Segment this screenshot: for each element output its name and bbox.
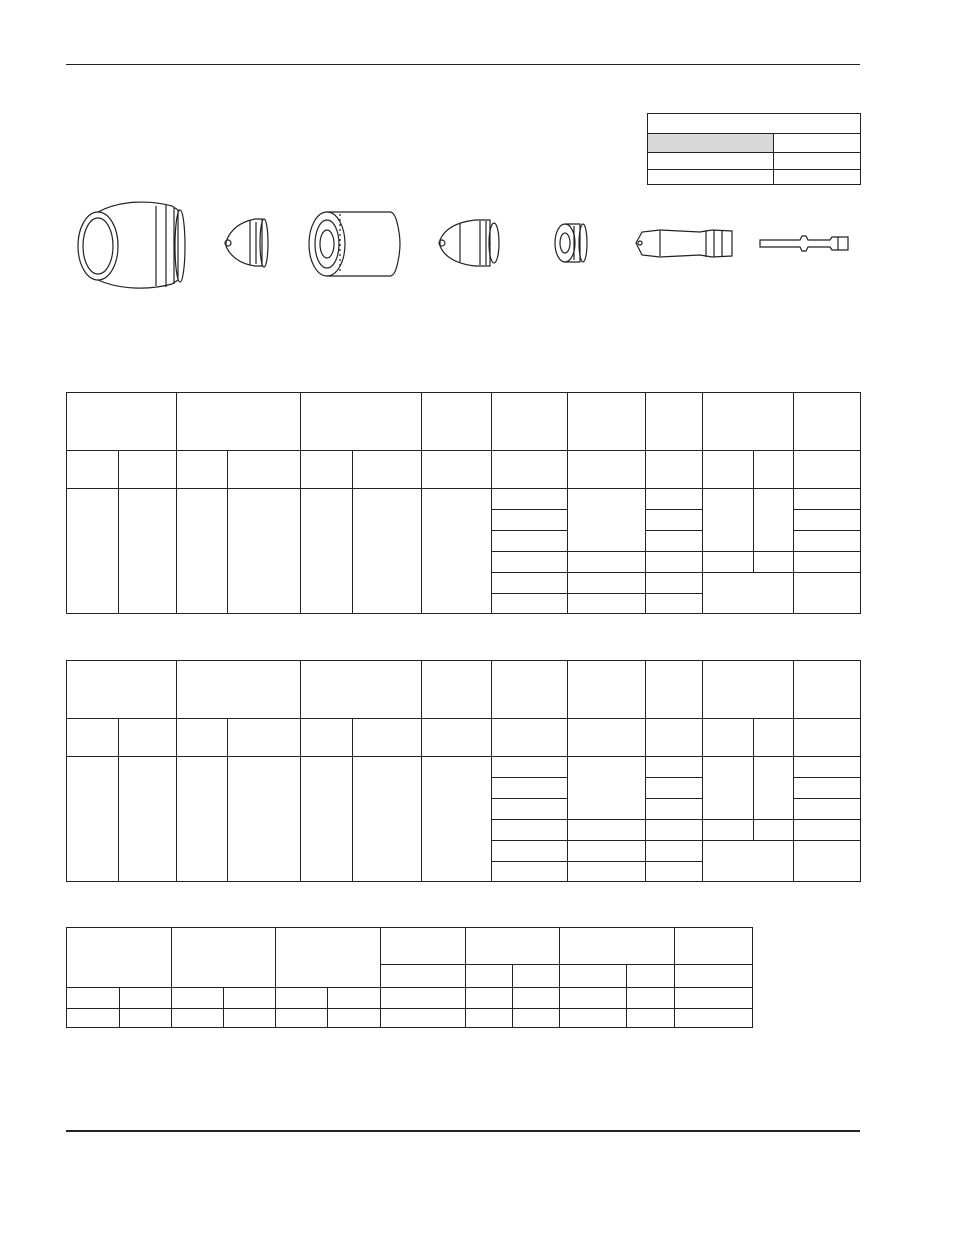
nozzle-drawing: [439, 220, 499, 266]
table-col-divider: [421, 661, 422, 881]
table-row-divider: [645, 509, 703, 510]
table-col-divider: [674, 928, 675, 1027]
table-row-divider: [491, 861, 703, 862]
table-col-divider: [300, 661, 301, 881]
table-header-divider: [67, 756, 860, 757]
table-col-divider: [275, 928, 276, 1027]
table-row-divider: [793, 777, 860, 778]
retaining-cap-drawing: [309, 212, 400, 276]
table-col-divider: [119, 987, 120, 1027]
table-row-divider: [491, 593, 703, 594]
table-col-divider: [176, 661, 177, 881]
consumables-table-3: [66, 927, 753, 1028]
table-col-divider: [793, 661, 794, 881]
table-col-divider: [227, 718, 228, 881]
table-col-divider: [567, 393, 568, 613]
electrode-drawing: [636, 230, 732, 257]
table-row-divider: [793, 530, 860, 531]
consumables-illustration: [0, 0, 954, 300]
table-col-divider: [380, 928, 381, 1027]
table-col-divider: [567, 661, 568, 881]
table-row-divider: [491, 530, 568, 531]
table-row-divider: [491, 551, 795, 552]
table-header-divider: [67, 987, 752, 988]
table-row-divider: [67, 1008, 752, 1009]
table-col-divider: [626, 964, 627, 1027]
table-col-divider: [793, 393, 794, 613]
table-row-divider: [491, 777, 568, 778]
table-col-divider: [223, 987, 224, 1027]
table-col-divider: [702, 393, 703, 613]
table-header-divider: [67, 450, 860, 451]
table-col-divider: [118, 450, 119, 613]
table-row-divider: [491, 798, 568, 799]
table-col-divider: [118, 718, 119, 881]
table-col-divider: [512, 964, 513, 1027]
table-col-divider: [753, 718, 754, 840]
table-header-divider: [380, 964, 752, 965]
table-col-divider: [352, 718, 353, 881]
footer-rule: [66, 1130, 860, 1132]
table-row-divider: [793, 509, 860, 510]
table-row-divider: [793, 798, 860, 799]
table-header-divider: [67, 718, 860, 719]
table-row-divider: [645, 777, 703, 778]
consumables-table-1: [66, 392, 861, 614]
table-col-divider: [491, 393, 492, 613]
table-col-divider: [327, 987, 328, 1027]
table-header-divider: [67, 488, 860, 489]
shield-drawing: [225, 219, 268, 267]
table-col-divider: [753, 450, 754, 572]
table-col-divider: [645, 661, 646, 881]
table-col-divider: [559, 928, 560, 1027]
table-row-divider: [491, 509, 568, 510]
swirl-ring-drawing: [555, 224, 587, 262]
table-col-divider: [176, 393, 177, 613]
table-col-divider: [171, 928, 172, 1027]
table-col-divider: [702, 661, 703, 881]
table-col-divider: [465, 928, 466, 1027]
table-row-divider: [645, 798, 703, 799]
shield-cap-drawing: [78, 202, 185, 288]
table-col-divider: [491, 661, 492, 881]
table-row-divider: [793, 819, 860, 820]
table-row-divider: [491, 819, 795, 820]
table-row-divider: [491, 840, 860, 841]
table-row-divider: [645, 530, 703, 531]
table-row-divider: [793, 551, 860, 552]
consumables-table-2: [66, 660, 861, 882]
table-col-divider: [352, 450, 353, 613]
table-col-divider: [227, 450, 228, 613]
table-col-divider: [645, 393, 646, 613]
table-col-divider: [300, 393, 301, 613]
table-row-divider: [491, 572, 860, 573]
table-col-divider: [421, 393, 422, 613]
water-tube-drawing: [760, 236, 848, 251]
